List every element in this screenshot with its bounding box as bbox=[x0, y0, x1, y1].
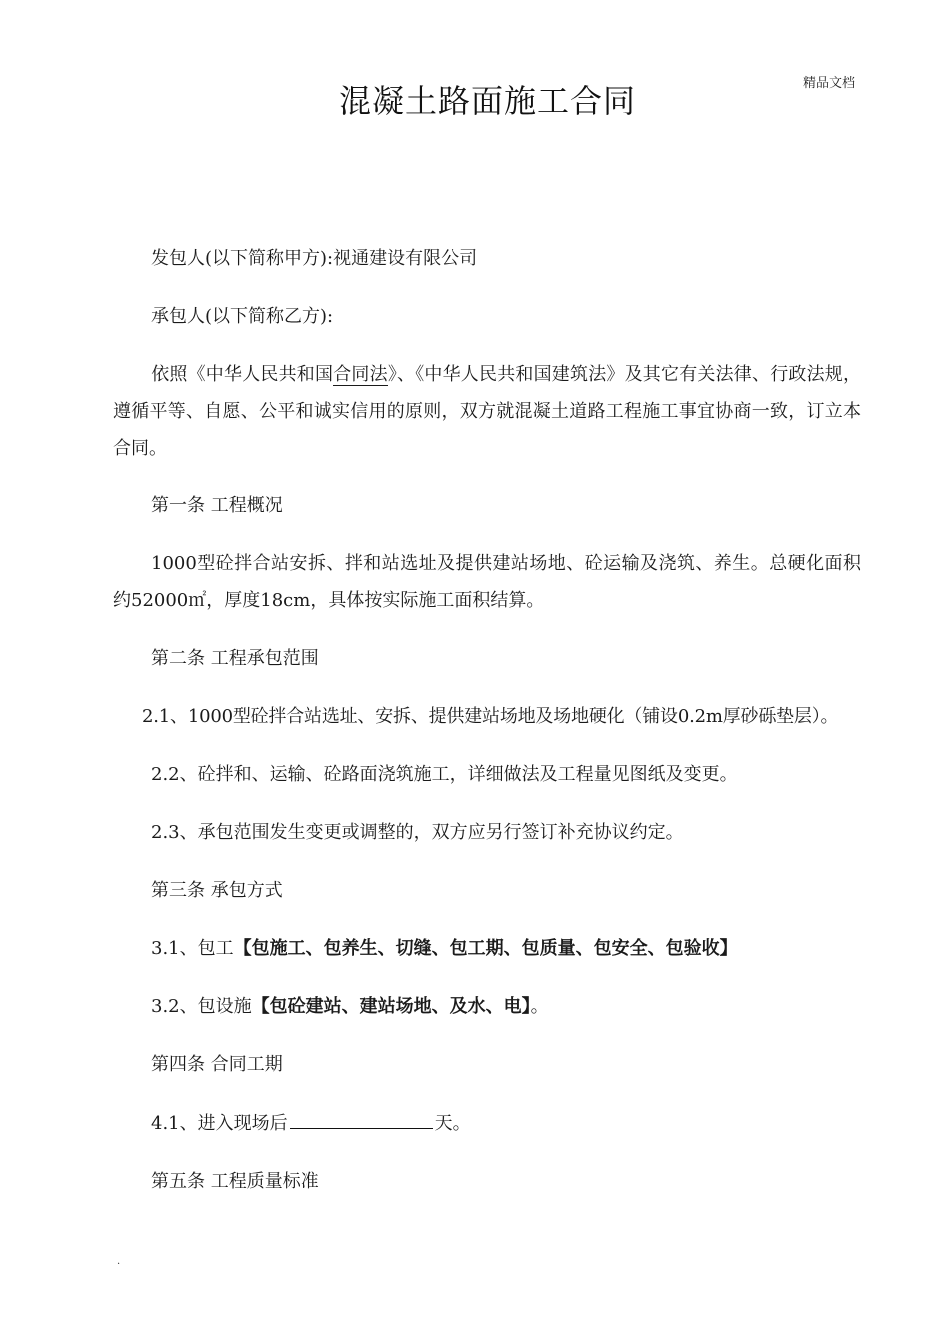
article3-item-1-bracket: 【包施工、包养生、切缝、包工期、包质量、包安全、包验收】 bbox=[233, 938, 738, 959]
employer-line: 发包人(以下简称甲方):视通建设有限公司 bbox=[151, 248, 478, 269]
article3-item-1-prefix: 3.1、包工 bbox=[151, 938, 234, 959]
intro-text-post: 》、《中华人民共和国建筑法》及其它有关法律、行政法规，遵循平等、自愿、公平和诚实信用的原则，双方就混凝土道路工程施工事宜协商一致，订立本合同。 bbox=[113, 364, 862, 459]
document-title: 混凝土路面施工合同 bbox=[338, 82, 636, 120]
intro-paragraph bbox=[113, 356, 861, 467]
article3-item-2 bbox=[113, 988, 899, 1025]
article3-item-1 bbox=[113, 930, 899, 967]
article5-heading: 第五条 工程质量标准 bbox=[151, 1171, 319, 1192]
footer-mark: . bbox=[117, 1256, 121, 1267]
article2-item-2: 2.2、砼拌和、运输、砼路面浇筑施工，详细做法及工程量见图纸及变更。 bbox=[151, 764, 738, 785]
duration-blank-field[interactable] bbox=[290, 1110, 433, 1129]
intro-text-pre: 依照《中华人民共和国 bbox=[151, 364, 334, 385]
article2-heading: 第二条 工程承包范围 bbox=[151, 648, 319, 669]
header-tag: 精品文档 bbox=[803, 76, 856, 91]
article1-body-text: 1000型砼拌合站安拆、拌和站选址及提供建站场地、砼运输及浇筑、养生。总硬化面积约52000㎡，厚度18cm，具体按实际施工面积结算。 bbox=[113, 553, 861, 611]
article3-item-2-prefix: 3.2、包设施 bbox=[151, 996, 252, 1017]
contractor-line: 承包人(以下简称乙方): bbox=[151, 306, 334, 327]
article4-heading: 第四条 合同工期 bbox=[151, 1054, 283, 1075]
article1-heading: 第一条 工程概况 bbox=[151, 495, 283, 516]
article3-heading: 第三条 承包方式 bbox=[151, 880, 283, 901]
contract-law-link[interactable]: 合同法 bbox=[333, 364, 388, 385]
article3-item-2-suffix: 。 bbox=[530, 996, 549, 1017]
article3-item-2-bracket: 【包砼建站、建站场地、及水、电】 bbox=[251, 996, 531, 1017]
article4-item-1-prefix: 4.1、进入现场后 bbox=[151, 1113, 288, 1134]
article1-body bbox=[113, 545, 861, 619]
article4-item-1-suffix: 天。 bbox=[434, 1113, 471, 1134]
article4-item-1 bbox=[113, 1105, 899, 1142]
article2-item-3: 2.3、承包范围发生变更或调整的，双方应另行签订补充协议约定。 bbox=[151, 822, 684, 843]
article2-item-1: 2.1、1000型砼拌合站选址、安拆、提供建站场地及场地硬化（铺设0.2m厚砂砾垫层）。 bbox=[142, 706, 839, 727]
